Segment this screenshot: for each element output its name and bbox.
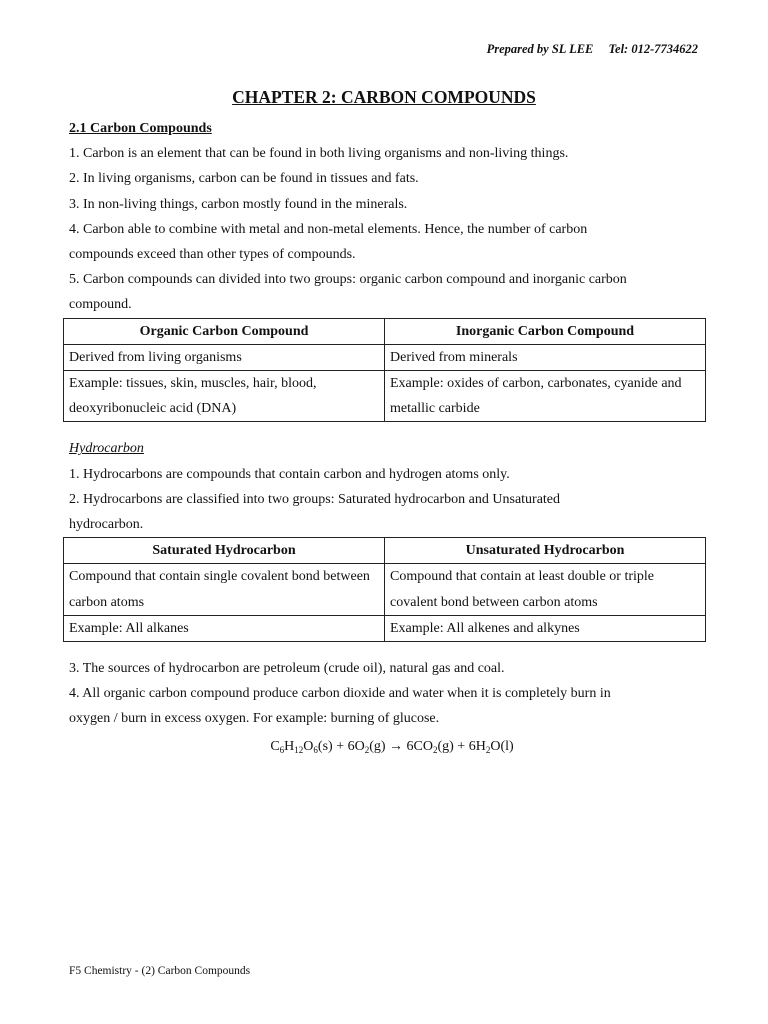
point-line: 3. In non-living things, carbon mostly found in the minerals. xyxy=(69,196,408,212)
table-cell: Compound that contain at least double or triple covalent bond between carbon atoms xyxy=(385,564,706,615)
table-cell: Example: All alkanes xyxy=(64,615,385,641)
table-header-cell: Inorganic Carbon Compound xyxy=(385,318,706,344)
chapter-title: CHAPTER 2: CARBON COMPOUNDS xyxy=(232,87,536,107)
table-row xyxy=(64,344,706,370)
table-header-cell: Unsaturated Hydrocarbon xyxy=(385,538,706,564)
point-line: 1. Hydrocarbons are compounds that contain carbon and hydrogen atoms only. xyxy=(69,466,510,482)
table-cell: Example: All alkenes and alkynes xyxy=(385,615,706,641)
point-line: hydrocarbon. xyxy=(69,517,144,533)
table-row xyxy=(64,371,706,422)
point-line: 2. Hydrocarbons are classified into two groups: Saturated hydrocarbon and Unsaturated xyxy=(69,491,561,507)
table-cell: Compound that contain single covalent bond between carbon atoms xyxy=(64,564,385,615)
table-cell: Derived from minerals xyxy=(385,344,706,370)
author-telephone: Tel: 012-7734622 xyxy=(608,42,698,56)
content-body xyxy=(69,116,709,759)
table-cell: Example: oxides of carbon, carbonates, cyanide and metallic carbide xyxy=(385,371,706,422)
table-cell: Example: tissues, skin, muscles, hair, blood, deoxyribonucleic acid (DNA) xyxy=(64,371,385,422)
point-line: compound. xyxy=(69,297,132,313)
table-row xyxy=(64,564,706,615)
point-line: 2. In living organisms, carbon can be found in tissues and fats. xyxy=(69,171,419,187)
table-cell: Derived from living organisms xyxy=(64,344,385,370)
point-line: 5. Carbon compounds can divided into two groups: organic carbon compound and inorganic carbon xyxy=(69,272,627,288)
hydrocarbons-table xyxy=(63,537,706,642)
page-header xyxy=(487,42,698,57)
table-header-cell: Saturated Hydrocarbon xyxy=(64,538,385,564)
author-credit: Prepared by SL LEE xyxy=(486,42,594,56)
glucose-combustion-equation: $C_6H_{12}O_6(s) + 6O_2(g) \to 6CO_2(g) + 6H_2O(l)$ xyxy=(270,738,514,755)
compounds-table xyxy=(63,318,706,423)
point-line: oxygen / burn in excess oxygen. For example: burning of glucose. xyxy=(69,711,440,727)
table-header-row xyxy=(64,538,706,564)
point-line: 4. All organic carbon compound produce carbon dioxide and water when it is completely burn in xyxy=(69,686,611,702)
page-footer: F5 Chemistry - (2) Carbon Compounds xyxy=(69,965,251,977)
table-header-row xyxy=(64,318,706,344)
table-header-cell: Organic Carbon Compound xyxy=(64,318,385,344)
point-line: compounds exceed than other types of compounds. xyxy=(69,247,356,263)
point-line: 3. The sources of hydrocarbon are petroleum (crude oil), natural gas and coal. xyxy=(69,661,505,677)
table-row xyxy=(64,615,706,641)
point-line: 4. Carbon able to combine with metal and non-metal elements. Hence, the number of carbon xyxy=(69,221,588,237)
hydrocarbon-heading: Hydrocarbon xyxy=(69,441,144,457)
section-heading: 2.1 Carbon Compounds xyxy=(69,121,212,136)
point-line: 1. Carbon is an element that can be found in both living organisms and non-living things. xyxy=(69,146,569,162)
